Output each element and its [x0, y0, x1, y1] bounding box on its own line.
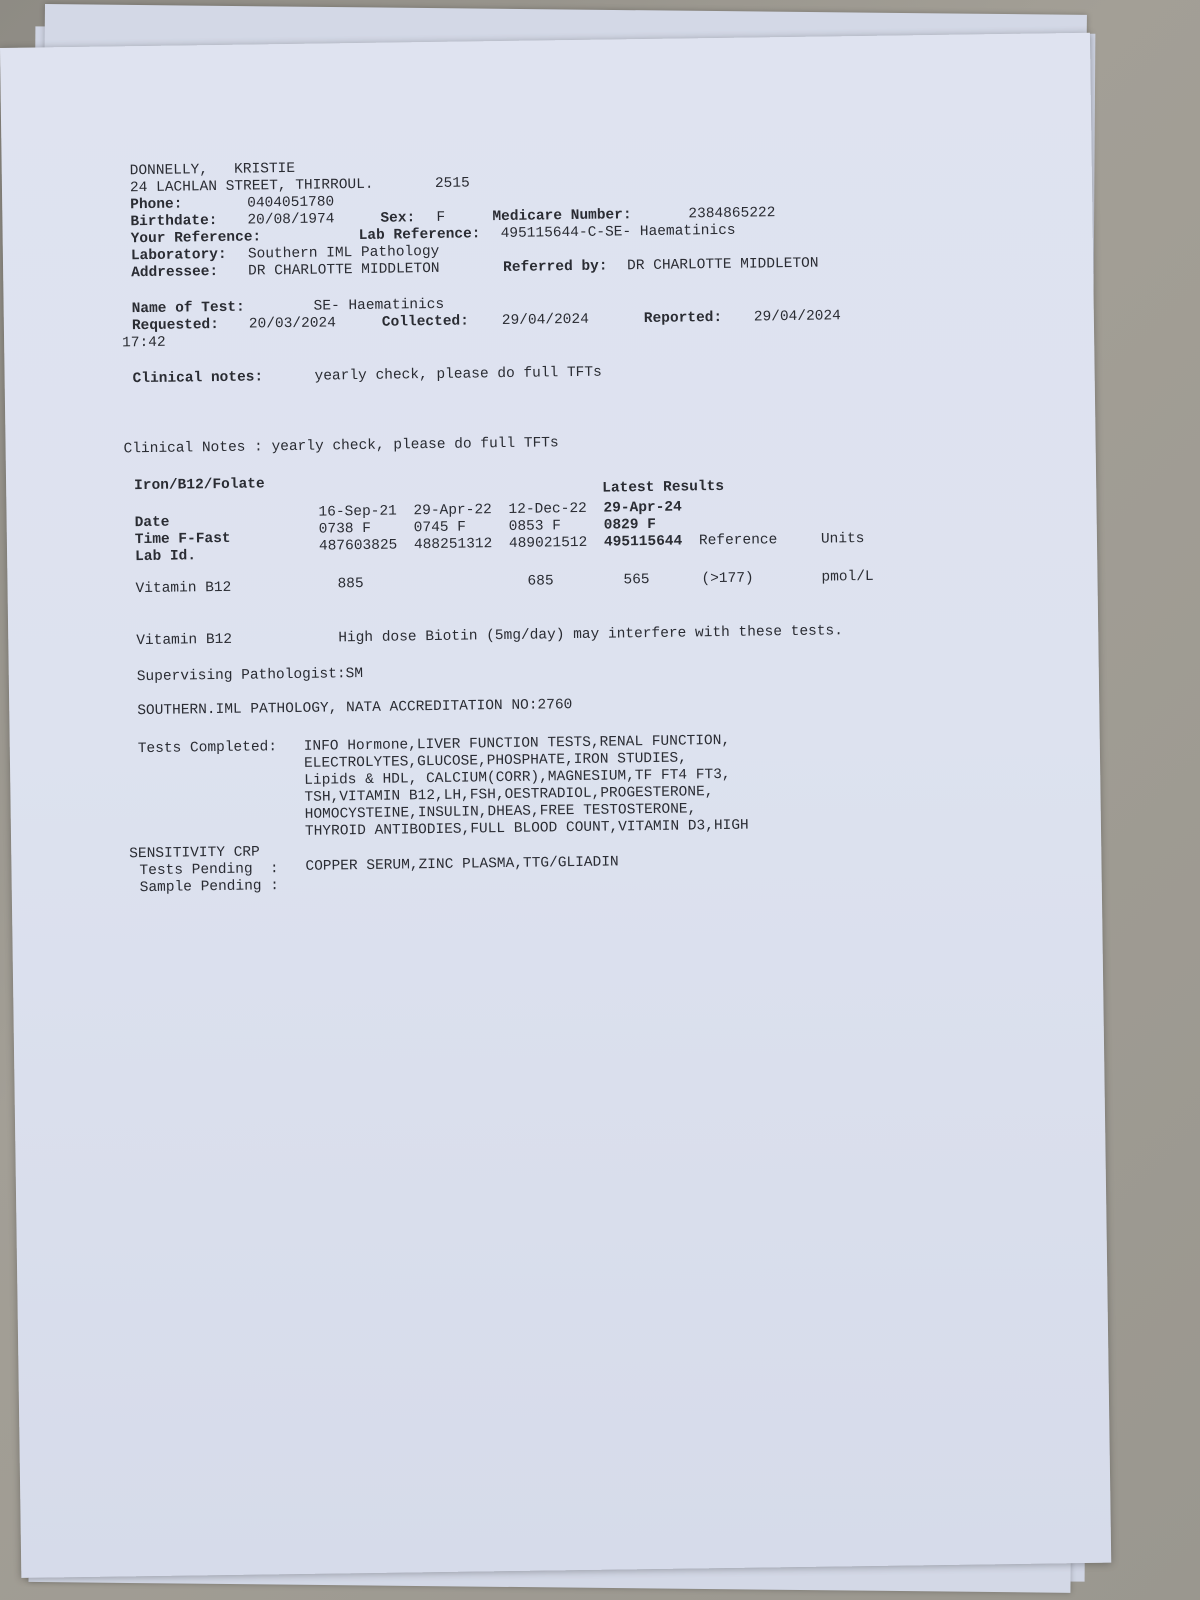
- sample-pending-label: Sample Pending :: [139, 878, 280, 897]
- patient-address: 24 LACHLAN STREET, THIRROUL.: [129, 176, 374, 197]
- phone-value: 0404051780: [247, 194, 335, 212]
- col3-b12-value: 685: [527, 573, 554, 590]
- row-label-lab-id: Lab Id.: [135, 548, 197, 566]
- b12-units: pmol/L: [821, 568, 874, 586]
- birthdate-label: Birthdate:: [130, 212, 218, 231]
- col4-b12-value: 565: [623, 571, 650, 589]
- sex-label: Sex:: [380, 210, 416, 227]
- b12-reference: (>177): [701, 570, 754, 588]
- analyte-vitamin-b12: Vitamin B12: [135, 579, 232, 598]
- col1-lab-id: 487603825: [318, 537, 398, 555]
- test-name-label: Name of Test:: [131, 299, 245, 318]
- col2-time: 0745 F: [413, 519, 467, 537]
- tests-completed-label: Tests Completed:: [137, 739, 278, 758]
- reference-header: Reference: [698, 532, 778, 550]
- col2-lab-id: 488251312: [413, 536, 493, 554]
- tests-completed-line-6: THYROID ANTIBODIES,FULL BLOOD COUNT,VITAMIN D3,HIGH: [304, 817, 749, 840]
- patient-postcode: 2515: [434, 175, 470, 192]
- biotin-comment: High dose Biotin (5mg/day) may interfere with these tests.: [338, 623, 844, 647]
- referred-by-value: DR CHARLOTTE MIDDLETON: [626, 255, 819, 275]
- comment-analyte: Vitamin B12: [136, 631, 233, 650]
- sex-value: F: [436, 209, 446, 226]
- tests-pending-label: Tests Pending :: [139, 861, 279, 880]
- col1-b12-value: 885: [337, 575, 364, 593]
- col1-time: 0738 F: [318, 520, 372, 538]
- tests-completed-line-3: Lipids & HDL, CALCIUM(CORR),MAGNESIUM,TF FT4 FT3,: [304, 766, 731, 789]
- col3-lab-id: 489021512: [508, 534, 588, 552]
- collected-label: Collected:: [381, 313, 469, 331]
- lab-reference-value: 495115644-C-SE- Haematinics: [500, 222, 736, 243]
- col2-date: 29-Apr-22: [413, 502, 492, 520]
- lab-reference-label: Lab Reference:: [358, 226, 481, 245]
- referred-by-label: Referred by:: [503, 258, 608, 276]
- col4-time: 0829 F: [603, 516, 657, 534]
- patient-name: DONNELLY, KRISTIE: [129, 160, 296, 180]
- collected-value: 29/04/2024: [501, 311, 589, 330]
- your-reference-label: Your Reference:: [130, 229, 262, 248]
- laboratory-value: Southern IML Pathology: [247, 243, 440, 263]
- supervising-pathologist: Supervising Pathologist:SM: [136, 665, 364, 686]
- results-section-title: Iron/B12/Folate: [134, 476, 265, 495]
- sensitivity-crp: SENSITIVITY CRP: [129, 844, 260, 863]
- reported-label: Reported:: [643, 309, 723, 328]
- row-label-time: Time F-Fast: [134, 530, 231, 549]
- requested-value: 20/03/2024: [248, 315, 337, 333]
- clinical-notes-label: Clinical notes:: [132, 369, 264, 388]
- tests-completed-line-4: TSH,VITAMIN B12,LH,FSH,OESTRADIOL,PROGESTERONE,: [304, 784, 714, 806]
- col3-time: 0853 F: [508, 518, 562, 535]
- addressee-value: DR CHARLOTTE MIDDLETON: [248, 260, 440, 280]
- addressee-label: Addressee:: [131, 263, 219, 282]
- birthdate-value: 20/08/1974: [247, 211, 335, 229]
- col4-date: 29-Apr-24: [603, 499, 682, 517]
- phone-label: Phone:: [130, 196, 183, 214]
- test-name-value: SE- Haematinics: [313, 296, 445, 315]
- col3-date: 12-Dec-22: [508, 500, 587, 518]
- tests-completed-line-2: ELECTROLYTES,GLUCOSE,PHOSPHATE,IRON STUDIES,: [303, 750, 687, 772]
- clinical-notes-line: Clinical Notes : yearly check, please do full TFTs: [123, 435, 559, 458]
- tests-completed-line-1: INFO Hormone,LIVER FUNCTION TESTS,RENAL FUNCTION,: [303, 732, 731, 755]
- tests-pending-value: COPPER SERUM,ZINC PLASMA,TTG/GLIADIN: [305, 854, 619, 875]
- lab-report-page: [0, 33, 1111, 1578]
- medicare-label: Medicare Number:: [492, 207, 632, 226]
- tests-completed-line-5: HOMOCYSTEINE,INSULIN,DHEAS,FREE TESTOSTERONE,: [304, 801, 697, 823]
- reported-value: 29/04/2024: [753, 308, 841, 326]
- col1-date: 16-Sep-21: [318, 503, 397, 521]
- units-header: Units: [820, 530, 865, 548]
- requested-label: Requested:: [131, 316, 220, 335]
- clinical-notes-value: yearly check, please do full TFTs: [314, 364, 602, 385]
- latest-results-header: Latest Results: [602, 478, 725, 497]
- col4-lab-id: 495115644: [603, 533, 683, 551]
- nata-accreditation: SOUTHERN.IML PATHOLOGY, NATA ACCREDITATION NO:2760: [137, 697, 573, 720]
- reported-time: 17:42: [122, 334, 166, 352]
- laboratory-label: Laboratory:: [130, 246, 227, 265]
- row-label-date: Date: [134, 514, 170, 532]
- medicare-value: 2384865222: [688, 205, 776, 223]
